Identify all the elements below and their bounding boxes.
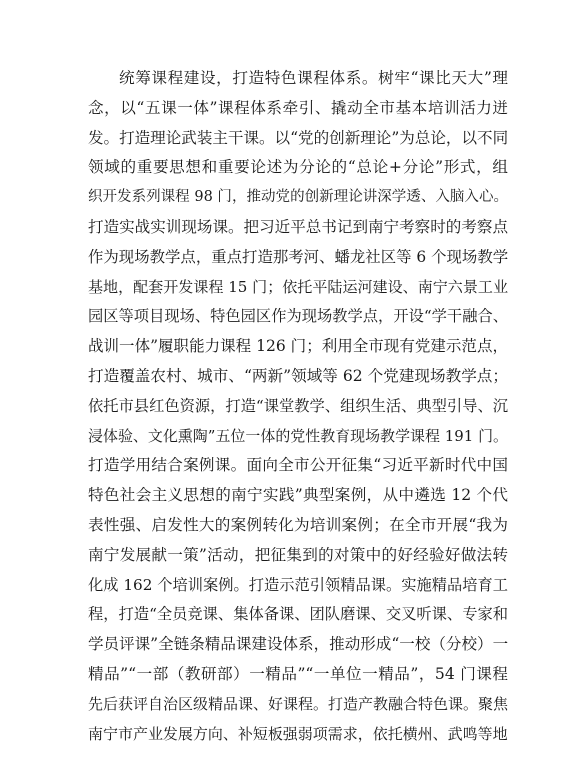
paragraph-line: 织开发系列课程 98 门，推动党的创新理论讲深学透、入脑入心。 — [88, 189, 508, 206]
paragraph-line: 打造实战实训现场课。把习近平总书记到南宁考察时的考察点 — [88, 217, 508, 236]
paragraph-line: 园区等项目现场、特色园区作为现场教学点，开设“学干融合、 — [88, 307, 508, 326]
paragraph-line: 南宁市产业发展方向、补短板强弱项需求，依托横州、武鸣等地 — [88, 724, 508, 743]
paragraph-line: 表性强、启发性大的案例转化为培训案例；在全市开展“我为 — [88, 515, 508, 534]
paragraph-line: 浸体验、文化熏陶”五位一体的党性教育现场教学课程 191 门。 — [88, 426, 508, 445]
paragraph-line: 先后获评自治区级精品课、好课程。打造产教融合特色课。聚焦 — [88, 694, 508, 713]
paragraph-line: 领域的重要思想和重要论述为分论的“总论+分论”形式，组 — [88, 158, 508, 177]
paragraph-line: 学员评课”全链条精品课建设体系，推动形成“一校（分校）一 — [88, 635, 509, 654]
paragraph-line: 基地，配套开发课程 15 门；依托平陆运河建设、南宁六景工业 — [88, 277, 508, 296]
body-paragraph — [88, 64, 508, 749]
paragraph-line: 依托市县红色资源，打造“课堂教学、组织生活、典型引导、沉 — [88, 396, 508, 415]
paragraph-line: 作为现场教学点，重点打造那考河、蟠龙社区等 6 个现场教学 — [88, 247, 509, 266]
paragraph-line: 战训一体”履职能力课程 126 门；利用全市现有党建示范点， — [88, 337, 508, 356]
paragraph-line: 打造覆盖农村、城市、“两新”领域等 62 个党建现场教学点； — [88, 366, 508, 385]
paragraph-line: 程，打造“全员竞课、集体备课、团队磨课、交叉听课、专家和 — [88, 605, 508, 624]
paragraph-line: 特色社会主义思想的南宁实践”典型案例，从中遴选 12 个代 — [88, 486, 508, 505]
paragraph-line: 发。打造理论武装主干课。以“党的创新理论”为总论，以不同 — [88, 128, 509, 147]
paragraph-line: 精品”“一部（教研部）一精品”“一单位一精品”，54 门课程 — [88, 664, 508, 683]
paragraph-line: 打造学用结合案例课。面向全市公开征集“习近平新时代中国 — [88, 456, 508, 475]
paragraph-line: 化成 162 个培训案例。打造示范引领精品课。实施精品培育工 — [88, 575, 508, 594]
paragraph-line: 统筹课程建设，打造特色课程体系。树牢“课比天大”理 — [119, 69, 508, 87]
paragraph-line: 念，以“五课一体”课程体系牵引、撬动全市基本培训活力迸 — [88, 98, 508, 117]
paragraph-line: 南宁发展献一策”活动，把征集到的对策中的好经验好做法转 — [88, 545, 508, 564]
